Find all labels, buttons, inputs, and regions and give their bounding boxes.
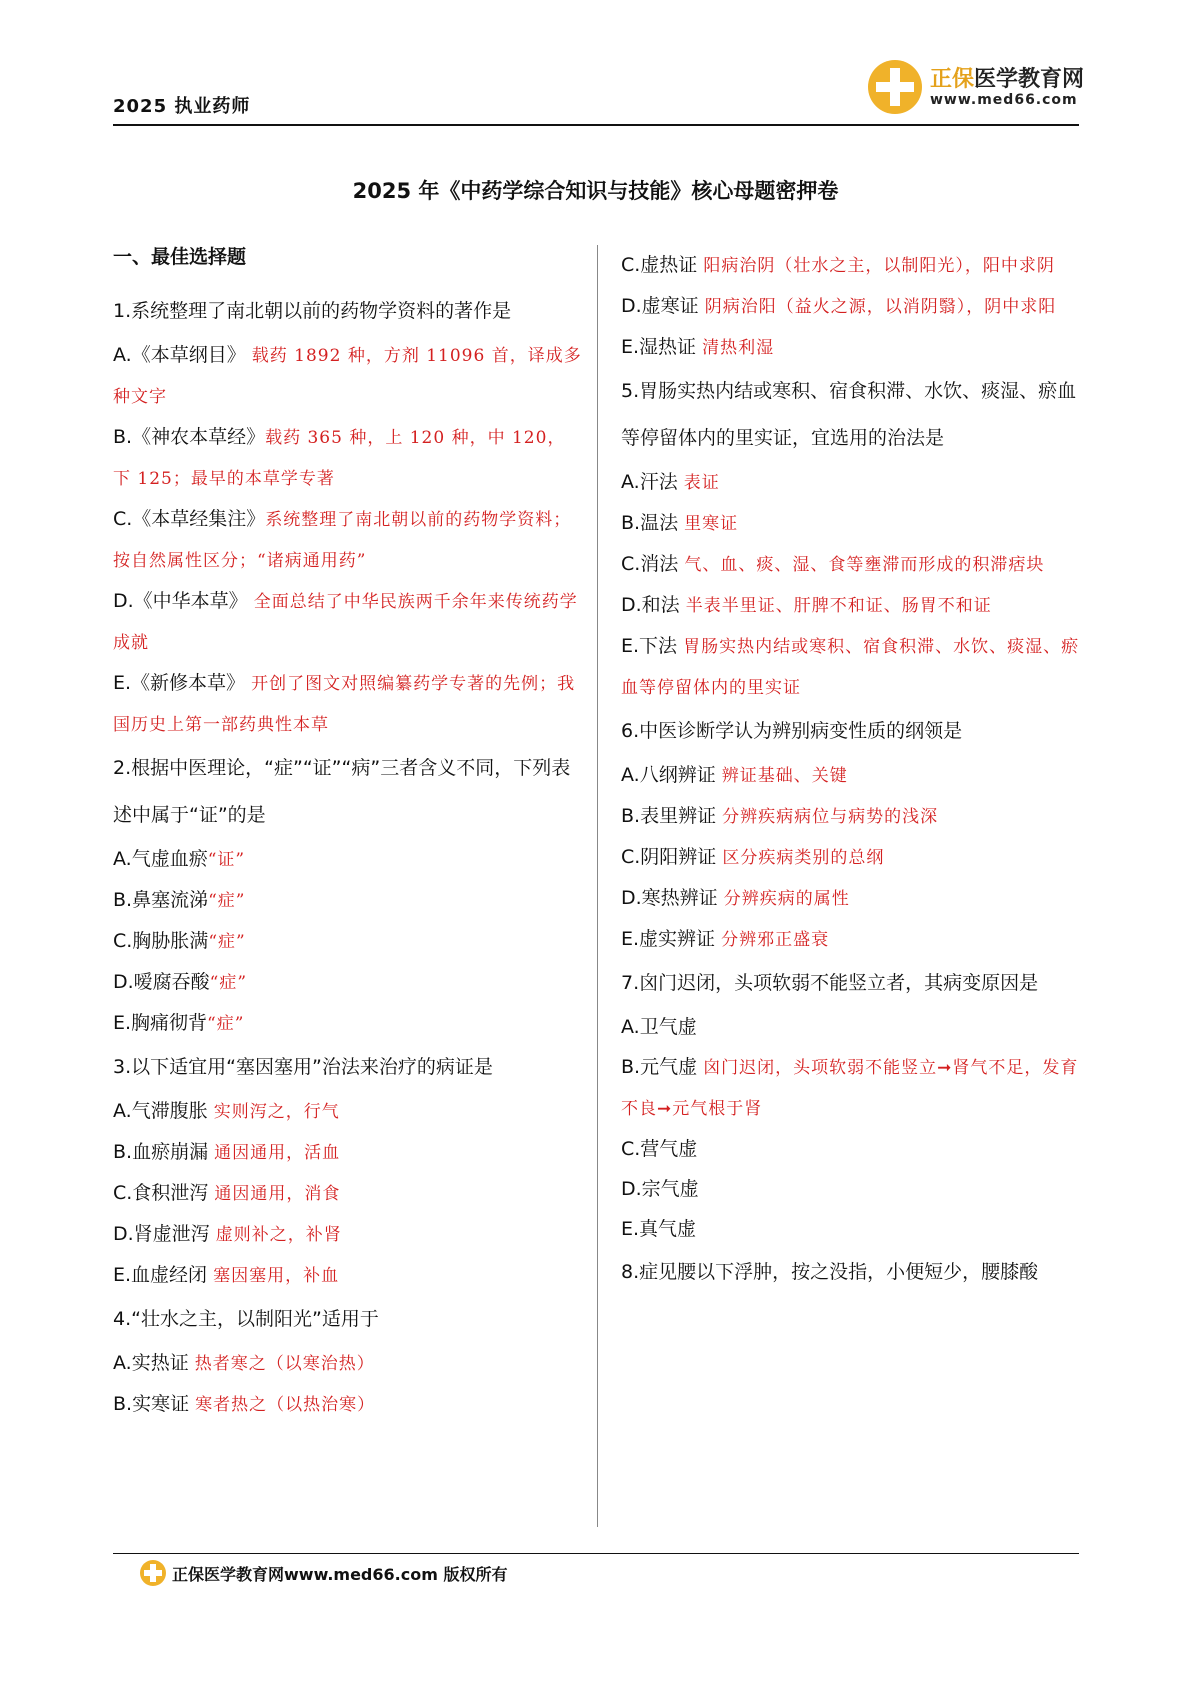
option-text: C.胸胁胀满 (113, 930, 209, 952)
option-text: E.下法 (621, 635, 684, 657)
answer-option (621, 796, 1091, 837)
answer-option (113, 417, 583, 499)
answer-option (621, 878, 1091, 919)
answer-explanation: 系统整理了南北朝以前的药物学资料；按自然属性区分；“诸病通用药” (113, 510, 572, 571)
answer-explanation: 胃肠实热内结或寒积、宿食积滞、水饮、痰湿、瘀血等停留体内的里实证 (621, 637, 1080, 698)
option-text: A.八纲辨证 (621, 764, 722, 786)
question-stem (621, 960, 1091, 1007)
answer-explanation: “症” (209, 973, 248, 993)
answer-option (621, 1129, 1091, 1169)
option-text: 6.中医诊断学认为辨别病变性质的纲领是 (621, 720, 963, 742)
answer-explanation: 分辨疾病的属性 (723, 889, 850, 909)
answer-explanation: 区分疾病类别的总纲 (722, 848, 885, 868)
option-text: C.消法 (621, 553, 685, 575)
option-text: D.嗳腐吞酸 (113, 971, 210, 993)
option-text: D.寒热辨证 (621, 887, 724, 909)
option-text: B.鼻塞流涕 (113, 889, 209, 911)
option-text: E.《新修本草》 (113, 672, 252, 694)
answer-option (113, 839, 583, 880)
answer-explanation: 清热利湿 (702, 338, 775, 358)
option-text: 3.以下适宜用“塞因塞用”治法来治疗的病证是 (113, 1056, 493, 1078)
answer-option (113, 1214, 583, 1255)
option-text: E.血虚经闭 (113, 1264, 214, 1286)
footer-logo-icon (140, 1560, 166, 1586)
option-text: D.宗气虚 (621, 1178, 699, 1200)
option-text: C.虚热证 (621, 254, 704, 276)
question-stem (621, 708, 1091, 755)
answer-explanation: 囟门迟闭，头项软弱不能竖立➞肾气不足，发育不良➞元气根于肾 (621, 1058, 1079, 1119)
answer-option (621, 585, 1091, 626)
answer-explanation: 分辨疾病病位与病势的浅深 (722, 807, 939, 827)
answer-explanation: “证” (207, 850, 246, 870)
answer-explanation: 虚则补之，补肾 (215, 1225, 342, 1245)
option-text: A.《本草纲目》 (113, 344, 252, 366)
right-column (621, 245, 1091, 1296)
section-heading: 一、最佳选择题 (113, 246, 247, 268)
option-text: E.胸痛彻背 (113, 1012, 208, 1034)
answer-option (113, 1173, 583, 1214)
answer-option (113, 1384, 583, 1425)
answer-option (113, 1255, 583, 1296)
answer-option (113, 335, 583, 417)
option-text: 7.囟门迟闭，头项软弱不能竖立者，其病变原因是 (621, 972, 1039, 994)
answer-option (621, 327, 1091, 368)
answer-option (113, 1343, 583, 1384)
header-rule (113, 124, 1079, 126)
answer-option (621, 286, 1091, 327)
answer-option (113, 962, 583, 1003)
option-text: 1.系统整理了南北朝以前的药物学资料的著作是 (113, 300, 512, 322)
answer-option (621, 503, 1091, 544)
answer-explanation: 气、血、痰、湿、食等壅滞而形成的积滞痞块 (684, 555, 1045, 575)
answer-explanation: 载药 365 种，上 120 种，中 120，下 125；最早的本草学专著 (113, 428, 566, 489)
answer-explanation: 热者寒之（以寒治热） (194, 1354, 375, 1374)
answer-option (621, 1007, 1091, 1047)
answer-option (113, 581, 583, 663)
answer-explanation: 全面总结了中华民族两千余年来传统药学成就 (113, 592, 578, 653)
option-text: A.汗法 (621, 471, 684, 493)
question-stem (113, 288, 583, 335)
option-text: E.虚实辨证 (621, 928, 722, 950)
answer-option (113, 880, 583, 921)
answer-option (621, 919, 1091, 960)
answer-explanation: 里寒证 (684, 514, 739, 534)
answer-option (621, 544, 1091, 585)
option-text: B.血瘀崩漏 (113, 1141, 215, 1163)
answer-option (621, 1047, 1091, 1129)
answer-option (621, 245, 1091, 286)
answer-option (621, 837, 1091, 878)
option-text: C.营气虚 (621, 1138, 698, 1160)
footer-rule (113, 1553, 1079, 1554)
option-text: B.《神农本草经》 (113, 426, 266, 448)
question-stem (621, 1249, 1091, 1296)
question-stem (113, 1044, 583, 1091)
answer-explanation: 阳病治阴（壮水之主，以制阳光），阳中求阴 (703, 256, 1055, 276)
answer-option (113, 1132, 583, 1173)
answer-option (621, 462, 1091, 503)
answer-explanation: 半表半里证、肝脾不和证、肠胃不和证 (685, 596, 992, 616)
answer-option (113, 921, 583, 962)
answer-option (113, 1091, 583, 1132)
answer-explanation: 实则泻之，行气 (213, 1102, 340, 1122)
answer-option (621, 755, 1091, 796)
option-text: 2.根据中医理论，“症”“证”“病”三者含义不同，下列表述中属于“证”的是 (113, 757, 571, 826)
answer-explanation: 通因通用，活血 (214, 1143, 341, 1163)
option-text: B.温法 (621, 512, 685, 534)
option-text: E.湿热证 (621, 336, 703, 358)
logo-name: 正保医学教育网 (930, 67, 1085, 92)
question-stem (113, 1296, 583, 1343)
answer-explanation: “症” (208, 891, 246, 911)
option-text: E.真气虚 (621, 1218, 697, 1240)
left-column (113, 245, 583, 1425)
option-text: D.《中华本草》 (113, 590, 254, 612)
column-divider (597, 245, 598, 1527)
answer-option (621, 626, 1091, 708)
answer-explanation: 辨证基础、关键 (721, 766, 848, 786)
brand-logo (868, 56, 1088, 118)
answer-explanation: 塞因塞用，补血 (213, 1266, 340, 1286)
answer-explanation: 表证 (683, 473, 720, 493)
option-text: C.食积泄泻 (113, 1182, 215, 1204)
option-text: B.实寒证 (113, 1393, 196, 1415)
option-text: A.实热证 (113, 1352, 195, 1374)
answer-explanation: 载药 1892 种，方剂 11096 首，译成多种文字 (113, 346, 582, 407)
question-stem (113, 745, 583, 839)
option-text: C.《本草经集注》 (113, 508, 266, 530)
document-title: 2025 年《中药学综合知识与技能》核心母题密押卷 (352, 179, 839, 203)
option-text: 4.“壮水之主，以制阳光”适用于 (113, 1308, 379, 1330)
answer-explanation: “症” (207, 1014, 245, 1034)
answer-option (113, 1003, 583, 1044)
answer-explanation: 开创了图文对照编纂药学专著的先例；我国历史上第一部药典性本草 (113, 674, 576, 735)
option-text: D.虚寒证 (621, 295, 705, 317)
option-text: C.阴阳辨证 (621, 846, 723, 868)
logo-cross-icon (868, 60, 922, 114)
answer-option (113, 663, 583, 745)
option-text: 8.症见腰以下浮肿，按之没指，小便短少，腰膝酸 (621, 1261, 1039, 1283)
answer-explanation: 通因通用，消食 (214, 1184, 341, 1204)
logo-url: www.med66.com (930, 92, 1078, 108)
option-text: A.气滞腹胀 (113, 1100, 214, 1122)
answer-explanation: 寒者热之（以热治寒） (195, 1395, 376, 1415)
answer-option (621, 1169, 1091, 1209)
question-stem (621, 368, 1091, 462)
header-title: 2025 执业药师 (113, 96, 251, 117)
option-text: A.气虚血瘀 (113, 848, 208, 870)
answer-explanation: 阴病治阳（益火之源，以消阴翳），阴中求阳 (704, 297, 1057, 317)
option-text: B.表里辨证 (621, 805, 723, 827)
option-text: 5.胃肠实热内结或寒积、宿食积滞、水饮、痰湿、瘀血等停留体内的里实证，宜选用的治法是 (621, 380, 1077, 449)
answer-explanation: “症” (208, 932, 246, 952)
answer-explanation: 分辨邪正盛衰 (721, 930, 830, 950)
option-text: D.肾虚泄泻 (113, 1223, 216, 1245)
option-text: B.元气虚 (621, 1056, 704, 1078)
answer-option (113, 499, 583, 581)
option-text: D.和法 (621, 594, 686, 616)
answer-option (621, 1209, 1091, 1249)
footer-copyright: 正保医学教育网www.med66.com 版权所有 (172, 1565, 508, 1584)
option-text: A.卫气虚 (621, 1016, 697, 1038)
